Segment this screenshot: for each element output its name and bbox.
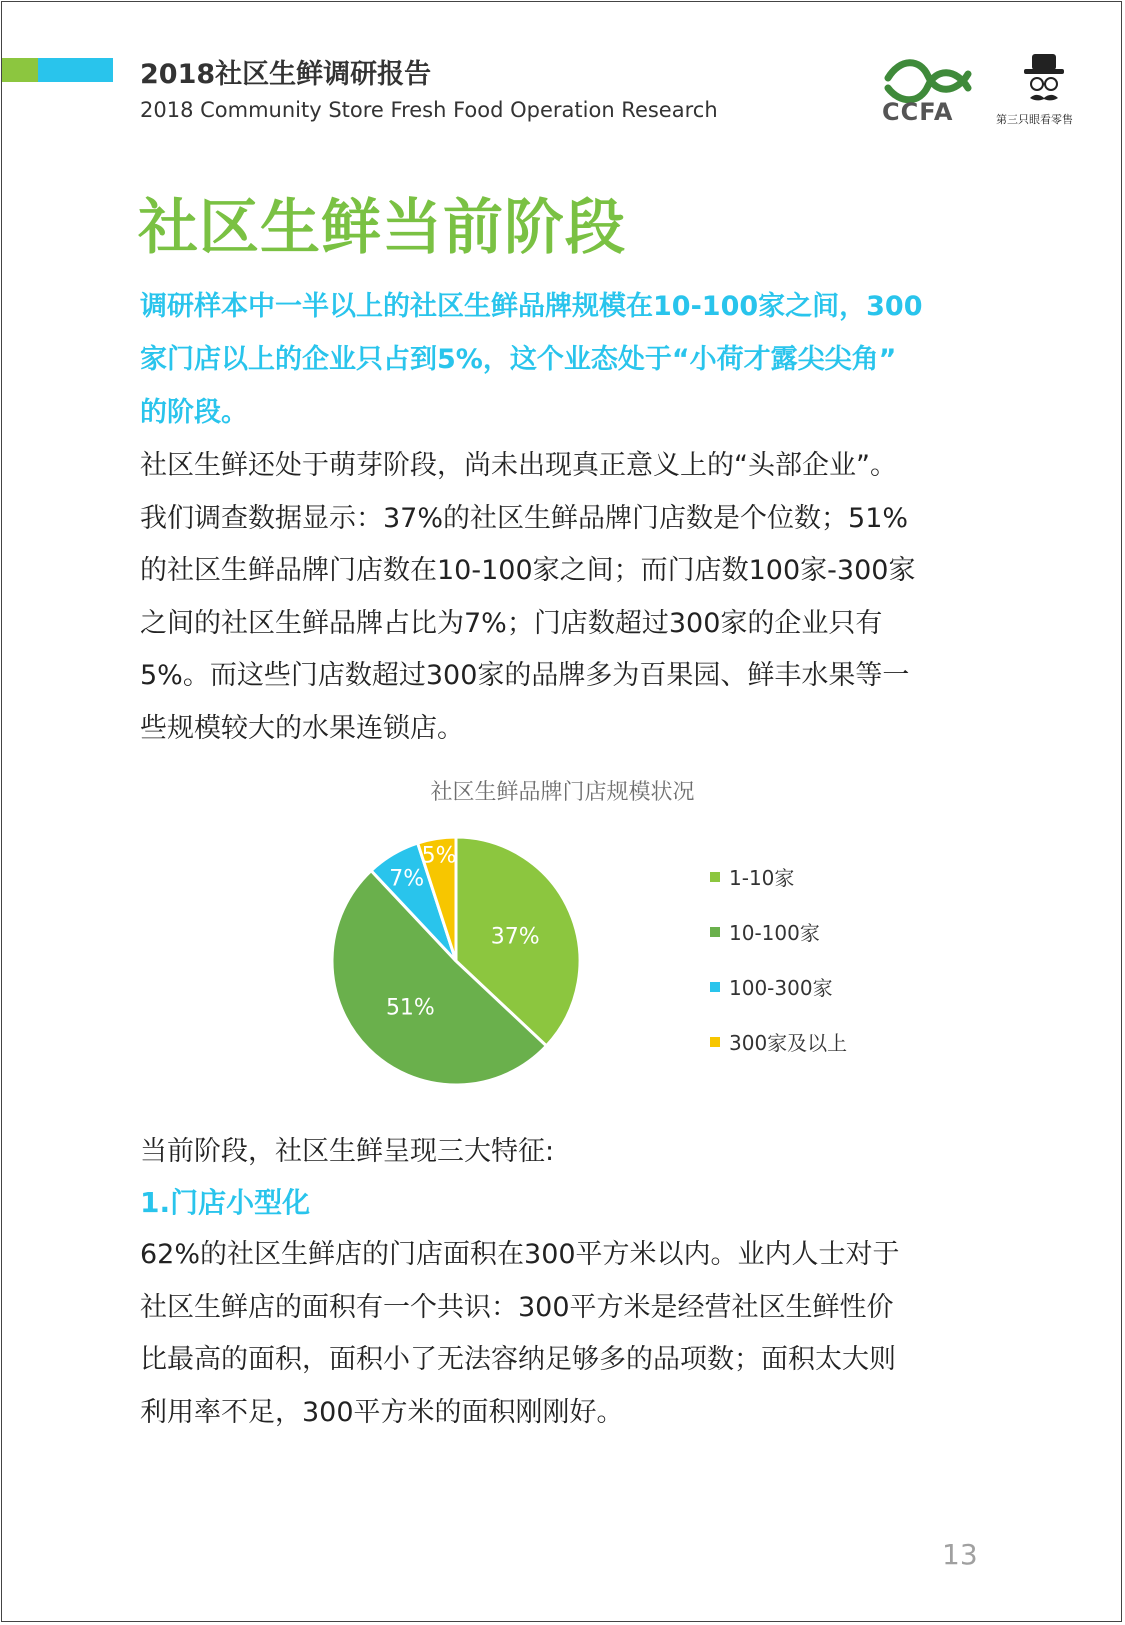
legend-label: 1-10家 — [729, 866, 795, 890]
paragraph-line: 62%的社区生鲜店的门店面积在300平方米以内。业内人士对于 — [140, 1239, 900, 1270]
section-heading: 1.门店小型化 — [140, 1186, 311, 1219]
body-paragraph-2 — [140, 1229, 1000, 1439]
legend-swatch — [710, 1037, 720, 1047]
legend-item — [710, 1027, 847, 1082]
highlight-line: 调研样本中一半以上的社区生鲜品牌规模在10-100家之间，300 — [140, 291, 923, 322]
highlight-summary — [140, 280, 985, 439]
header-accent-blue — [38, 58, 113, 82]
legend-item — [710, 972, 847, 1027]
paragraph-line: 之间的社区生鲜品牌占比为7%；门店数超过300家的企业只有 — [140, 607, 883, 639]
highlight-line: 的阶段。 — [140, 397, 248, 428]
paragraph-line: 社区生鲜还处于萌芽阶段，尚未出现真正意义上的“头部企业”。 — [140, 450, 897, 481]
paragraph-line: 些规模较大的水果连锁店。 — [140, 712, 464, 744]
page-number: 13 — [942, 1538, 978, 1571]
paragraph-line: 的社区生鲜品牌门店数在10-100家之间；而门店数100家-300家 — [140, 555, 916, 586]
top-hat-mustache-logo-icon — [1012, 52, 1076, 112]
chart-legend — [710, 862, 847, 1082]
legend-label: 100-300家 — [729, 976, 833, 1000]
pie-data-label: 37% — [490, 924, 540, 950]
header-accent-green — [2, 58, 38, 82]
page-title: 社区生鲜当前阶段 — [138, 193, 626, 263]
legend-swatch — [710, 982, 720, 992]
pie-data-label: 51% — [385, 995, 435, 1021]
pie-data-label: 5% — [421, 843, 457, 869]
pie-data-label: 7% — [389, 866, 425, 892]
san-logo-text: 第三只眼看零售 — [996, 113, 1073, 126]
report-subtitle: 2018 Community Store Fresh Food Operation Research — [140, 98, 718, 122]
body-paragraph-1 — [140, 440, 1000, 755]
paragraph-line: 比最高的面积，面积小了无法容纳足够多的品项数；面积太大则 — [140, 1344, 896, 1375]
paragraph-line: 5%。而这些门店数超过300家的品牌多为百果园、鲜丰水果等一 — [140, 660, 910, 691]
legend-label: 300家及以上 — [729, 1031, 848, 1055]
legend-swatch — [710, 927, 720, 937]
paragraph-line: 利用率不足，300平方米的面积刚刚好。 — [140, 1396, 624, 1428]
legend-item — [710, 917, 847, 972]
highlight-line: 家门店以上的企业只占到5%，这个业态处于“小荷才露尖尖角” — [140, 344, 897, 375]
paragraph-line: 社区生鲜店的面积有一个共识：300平方米是经营社区生鲜性价 — [140, 1291, 894, 1323]
ccfa-logo-text: CCFA — [882, 98, 954, 126]
chart-title: 社区生鲜品牌门店规模状况 — [430, 780, 695, 805]
paragraph-line: 我们调查数据显示：37%的社区生鲜品牌门店数是个位数；51% — [140, 502, 909, 534]
legend-item — [710, 862, 847, 917]
legend-label: 10-100家 — [729, 921, 820, 945]
report-title: 2018社区生鲜调研报告 — [140, 59, 432, 90]
legend-swatch — [710, 872, 720, 882]
features-intro: 当前阶段，社区生鲜呈现三大特征: — [140, 1136, 555, 1167]
